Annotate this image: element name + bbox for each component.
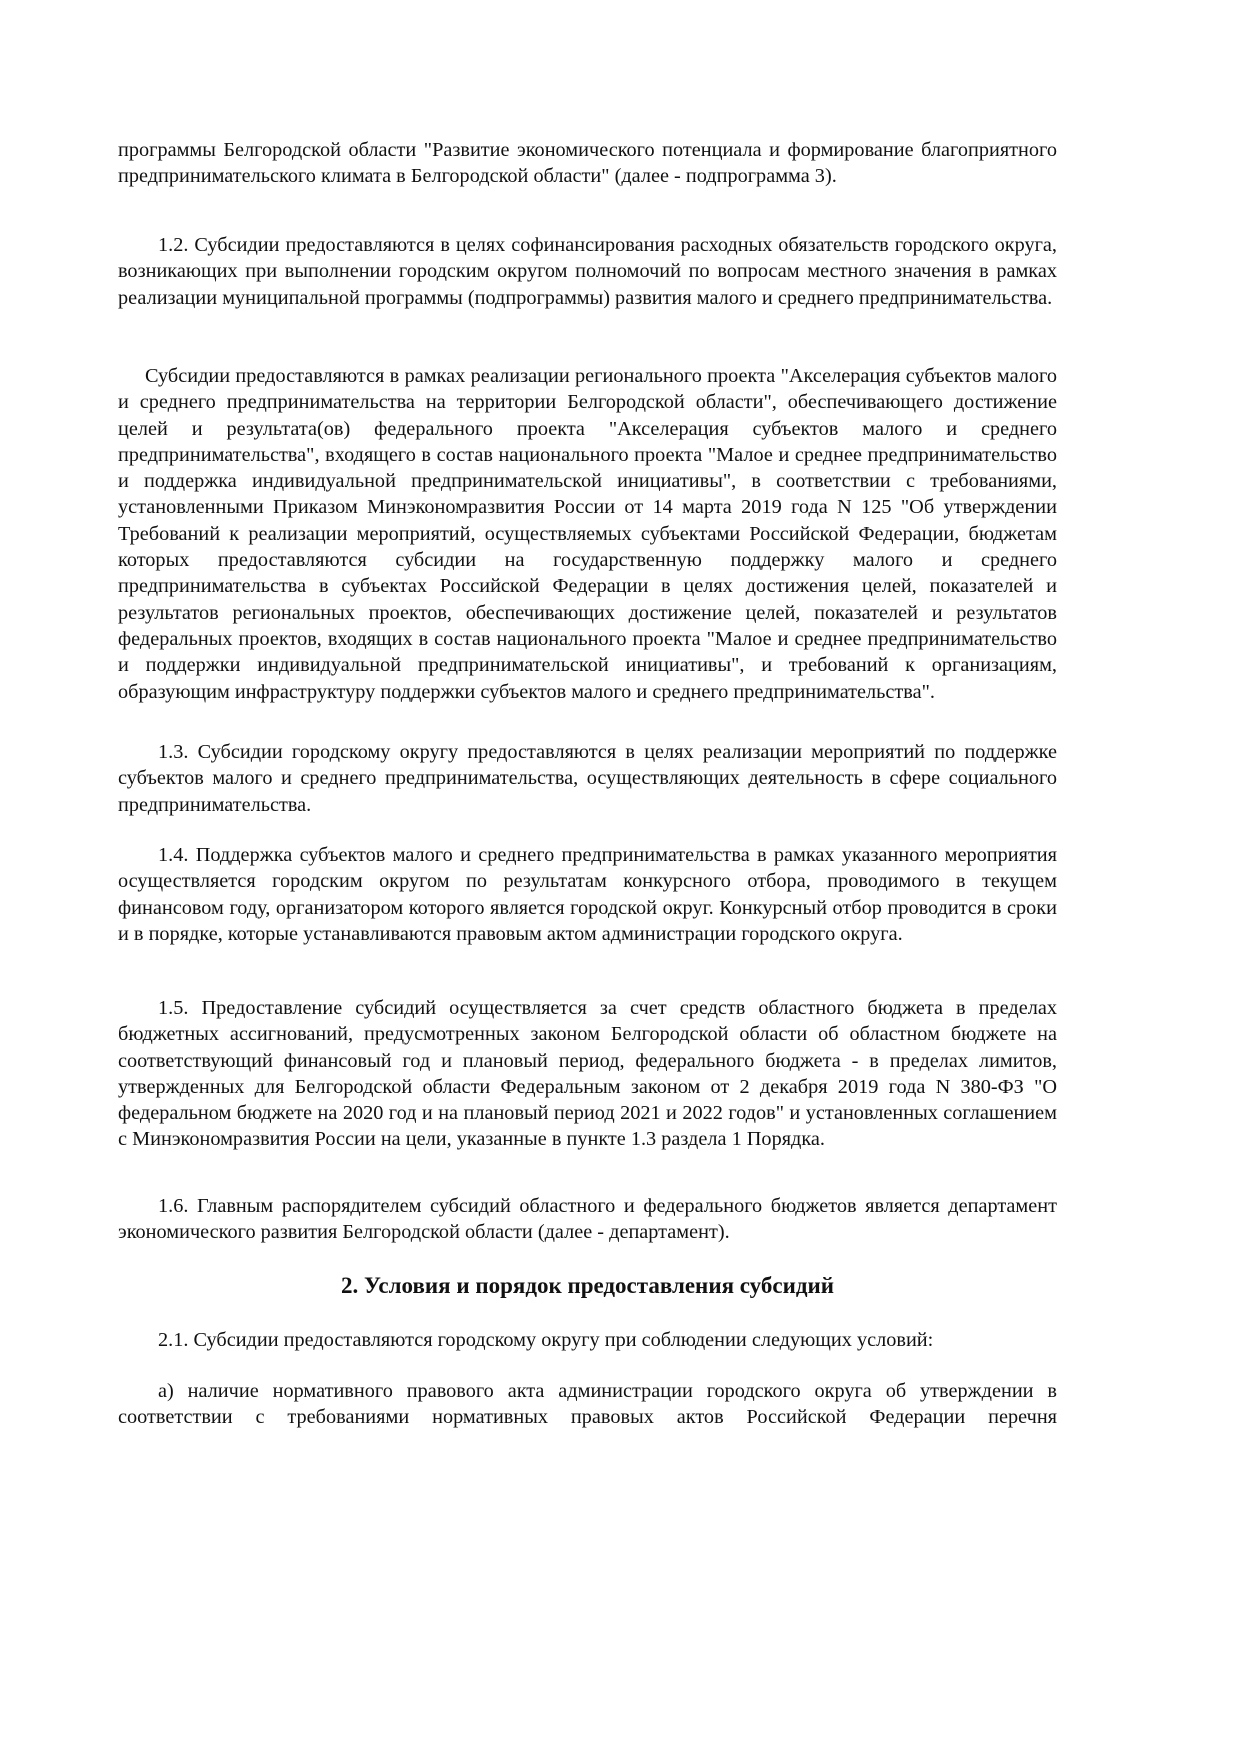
paragraph-2-1: 2.1. Субсидии предоставляются городскому округу при соблюдении следующих условий:: [158, 1329, 934, 1351]
paragraph-1-5: 1.5. Предоставление субсидий осуществляется за счет средств областного бюджета в пределах бюджетных ассигнований, предусмотренных законом Белгородской области об областном бюджете на соответствующий финансовый год и плановый период, федерального бюджета - в пределах лимитов, утвержденных для Белгородской области Федеральным законом от 2 декабря 2019 года N 380-ФЗ "О федеральном бюджете на 2020 год и на плановый период 2021 и 2022 годов" и установленных соглашением с Минэкономразвития России на цели, указанные в пункте 1.3 раздела 1 Порядка.: [118, 997, 1057, 1151]
section-heading-2: 2. Условия и порядок предоставления субсидий: [341, 1273, 834, 1298]
paragraph-1-2-regional-project: Субсидии предоставляются в рамках реализации регионального проекта "Акселерация субъектов малого и среднего предпринимательства на территории Белгородской области", обеспечивающего достижение целей и результата(ов) федерального проекта "Акселерация субъектов малого и среднего предпринимательства", входящего в состав национального проекта "Малое и среднее предпринимательство и поддержка индивидуальной предпринимательской инициативы", в соответствии с требованиями, установленными Приказом Минэкономразвития России от 14 марта 2019 года N 125 "Об утверждении Требований к реализации мероприятий, осуществляемых субъектами Российской Федерации, бюджетам которых предоставляются субсидии на государственную поддержку малого и среднего предпринимательства в субъектах Российской Федерации в целях достижения целей, показателей и результатов региональных проектов, обеспечивающих достижение целей, показателей и результатов федеральных проектов, входящих в состав национального проекта "Малое и среднее предпринимательство и поддержки индивидуальной предпринимательской инициативы", и требований к организациям, образующим инфраструктуру поддержки субъектов малого и среднего предпринимательства".: [118, 365, 1057, 703]
paragraph-continuation: программы Белгородской области "Развитие экономического потенциала и формирование благоприятного предпринимательского климата в Белгородской области" (далее - подпрограмма 3).: [118, 139, 1057, 188]
paragraph-1-2: 1.2. Субсидии предоставляются в целях софинансирования расходных обязательств городского округа, возникающих при выполнении городским округом полномочий по вопросам местного значения в рамках реализации муниципальной программы (подпрограммы) развития малого и среднего предпринимательства.: [118, 234, 1057, 309]
paragraph-1-3: 1.3. Субсидии городскому округу предоставляются в целях реализации мероприятий по поддержке субъектов малого и среднего предпринимательства, осуществляющих деятельность в сфере социального предпринимательства.: [118, 741, 1057, 816]
paragraph-2-1-a: а) наличие нормативного правового акта администрации городского округа об утверждении в соответствии с требованиями нормативных правовых актов Российской Федерации перечня: [118, 1380, 1057, 1429]
paragraph-1-4: 1.4. Поддержка субъектов малого и среднего предпринимательства в рамках указанного мероприятия осуществляется городским округом по результатам конкурсного отбора, проводимого в текущем финансовом году, организатором которого является городской округ. Конкурсный отбор проводится в сроки и в порядке, которые устанавливаются правовым актом администрации городского округа.: [118, 844, 1057, 945]
paragraph-1-6: 1.6. Главным распорядителем субсидий областного и федерального бюджетов является департамент экономического развития Белгородской области (далее - департамент).: [118, 1195, 1057, 1244]
